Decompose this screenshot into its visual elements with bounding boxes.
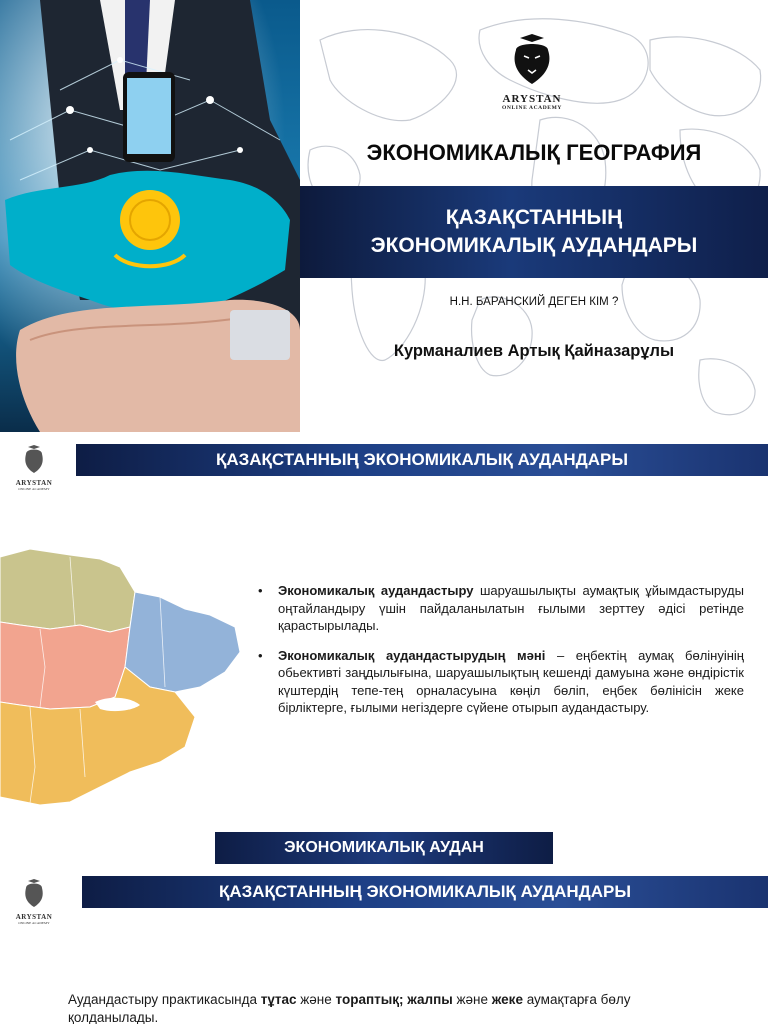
text-part-bold: тұтас xyxy=(260,992,297,1007)
logo-subtitle: ONLINE ACADEMY xyxy=(18,487,50,491)
definition-item xyxy=(258,582,744,635)
lion-icon xyxy=(14,444,54,474)
bullet-dot: • xyxy=(258,647,263,663)
author-name: Курманалиев Артық Қайназарұлы xyxy=(393,342,675,360)
term: Экономикалық аудандастырудың мәні xyxy=(278,647,546,663)
slide-economic-regions xyxy=(0,432,768,864)
text-part-bold: торaптық; жалпы xyxy=(335,992,453,1007)
slide-title xyxy=(0,0,768,432)
text-part: және xyxy=(452,992,492,1007)
logo-name: ARYSTAN xyxy=(15,913,53,921)
subject-title: ЭКОНОМИКАЛЫҚ ГЕОГРАФИЯ xyxy=(366,140,702,165)
hero-image xyxy=(0,0,300,432)
definition-item xyxy=(258,647,744,717)
banner-line-2: ЭКОНОМИКАЛЫҚ АУДАНДАРЫ xyxy=(370,234,698,257)
text-part: және xyxy=(296,992,336,1007)
title-banner xyxy=(300,186,768,278)
logo-subtitle: ONLINE ACADEMY xyxy=(502,105,562,111)
text-part-bold: жеке xyxy=(491,992,523,1007)
lion-icon xyxy=(14,878,54,908)
arystan-logo xyxy=(14,878,54,925)
term: Экономикалық аудандастыру xyxy=(278,583,474,598)
lion-icon xyxy=(492,28,572,88)
kazakhstan-regions-map xyxy=(0,547,245,809)
question-text: Н.Н. БАРАНСКИЙ ДЕГЕН КІМ ? xyxy=(449,296,619,308)
economic-region-label: ЭКОНОМИКАЛЫҚ АУДАН xyxy=(215,832,553,864)
definition-list xyxy=(258,582,744,729)
section-title: ҚАЗАҚСТАННЫҢ ЭКОНОМИКАЛЫҚ АУДАНДАРЫ xyxy=(82,876,768,908)
text-part: Аудандастыру практикасында xyxy=(68,992,261,1007)
definition-text: шаруашылықты аумақтық ұйымдастыруды оңтайландыру үшін пайдаланылатын ғылыми зерттеу әдісі ретінде қарастырылады. xyxy=(278,583,744,633)
logo-subtitle: ONLINE ACADEMY xyxy=(18,921,50,925)
body-paragraph xyxy=(68,991,708,1024)
logo-name: ARYSTAN xyxy=(502,93,562,105)
bullet-dot: • xyxy=(258,583,263,598)
arystan-logo xyxy=(492,28,572,111)
arystan-logo xyxy=(14,444,54,491)
logo-name: ARYSTAN xyxy=(15,479,53,487)
banner-line-1: ҚАЗАҚСТАННЫҢ xyxy=(445,206,623,229)
section-title: ҚАЗАҚСТАННЫҢ ЭКОНОМИКАЛЫҚ АУДАНДАРЫ xyxy=(76,444,768,476)
definition-text: – еңбектің аумақ бөлінуінің обьективті заңдылығына, шаруашылықтың кешенді дамуына және өндірістік күштердің тепе-тең орналасуына көңіл бөліп, еңбек бөлінісін жеке бірліктерге, ғылыми негіздерге сүйене отырып аудандастыру. xyxy=(278,647,744,715)
slide-regionalization xyxy=(0,864,768,1024)
text-part: аумақтарға бөлу қолданылады. xyxy=(68,992,631,1024)
